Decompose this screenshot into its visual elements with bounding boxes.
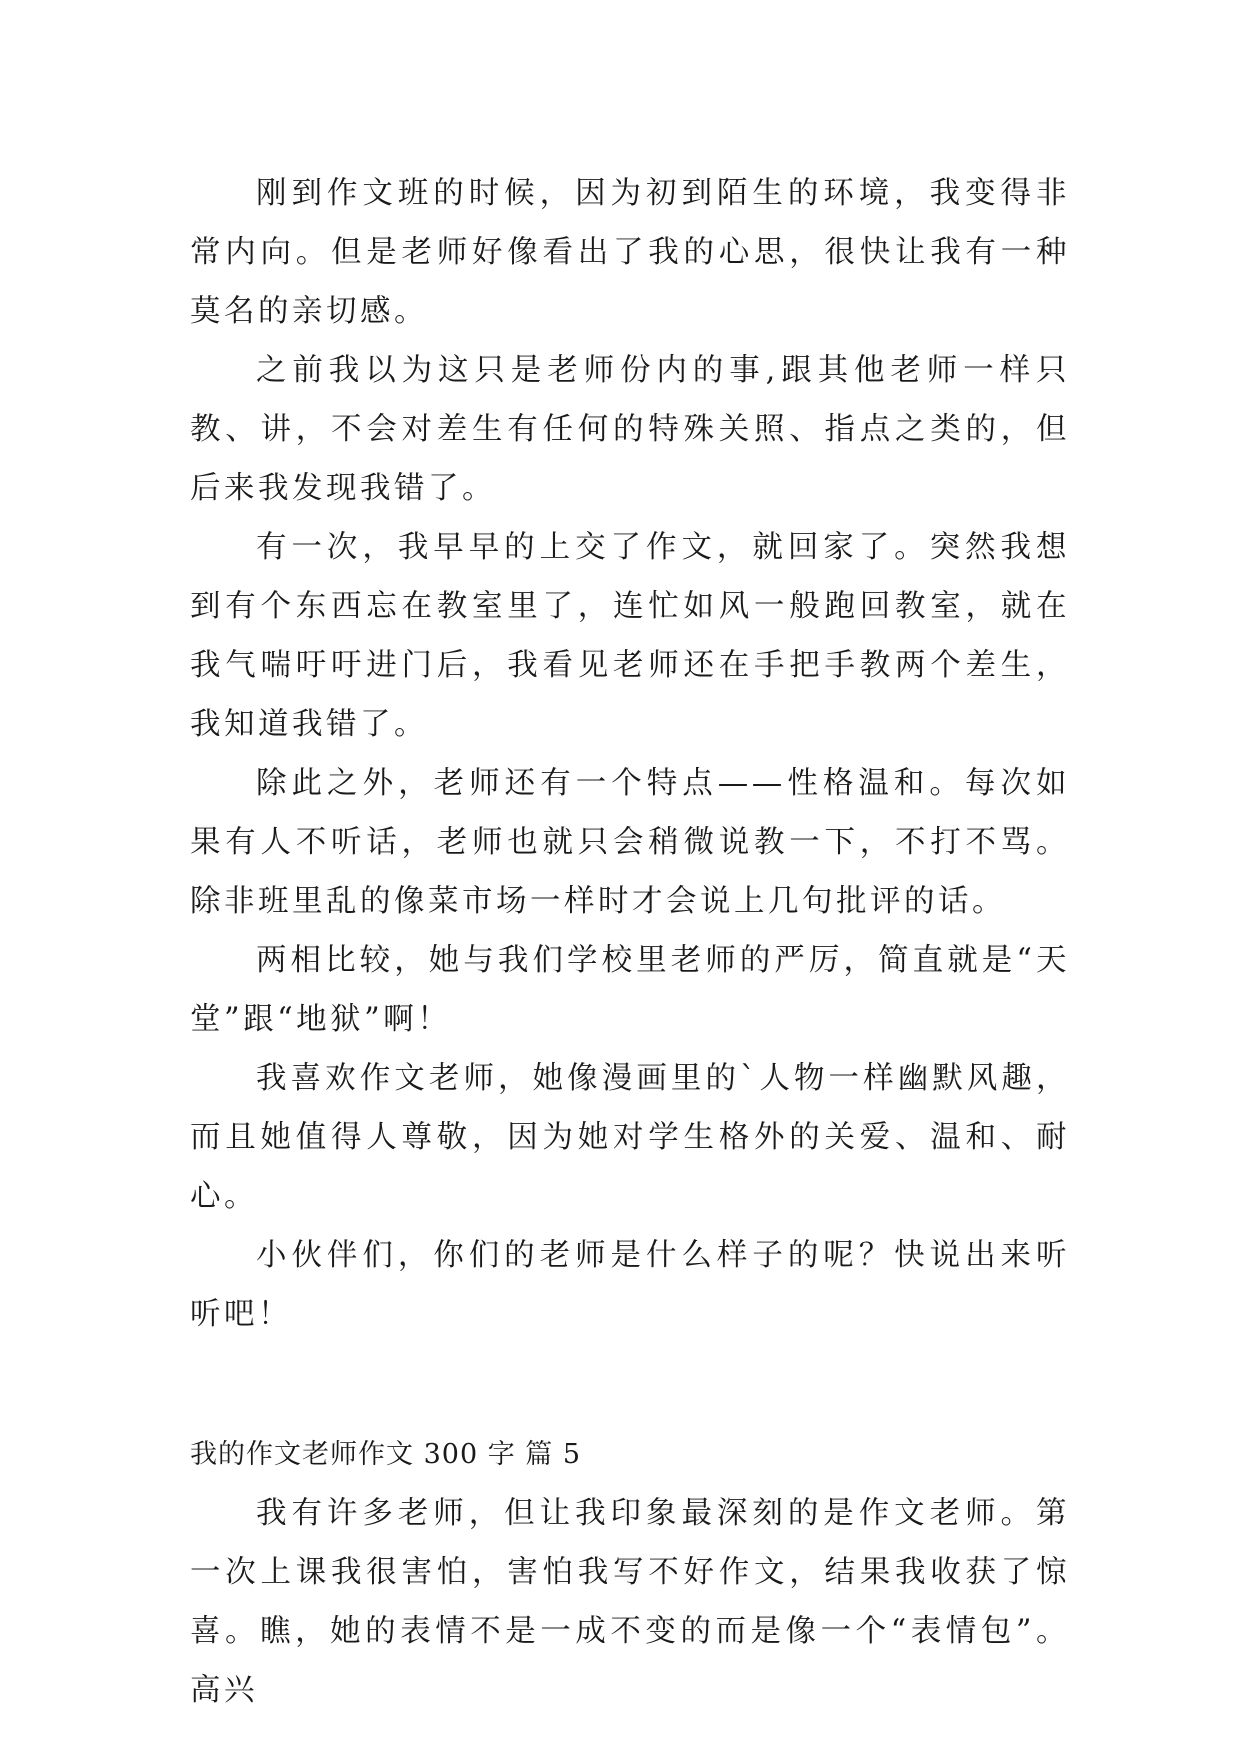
paragraph: 刚到作文班的时候，因为初到陌生的环境，我变得非常内向。但是老师好像看出了我的心思，很快让我有一种莫名的亲切感。 xyxy=(190,176,1070,329)
section-spacer xyxy=(190,1344,1070,1425)
paragraph: 小伙伴们，你们的老师是什么样子的呢？快说出来听听吧！ xyxy=(190,1238,1070,1332)
paragraph: 我喜欢作文老师，她像漫画里的`人物一样幽默风趣，而且她值得人尊敬，因为她对学生格外的关爱、温和、耐心。 xyxy=(190,1061,1070,1214)
section-title: 我的作文老师作文 300 字 篇 5 xyxy=(190,1439,582,1470)
paragraph: 两相比较，她与我们学校里老师的严厉，简直就是“天堂”跟“地狱”啊！ xyxy=(190,943,1070,1037)
document-body xyxy=(190,164,1070,1720)
paragraph: 有一次，我早早的上交了作文，就回家了。突然我想到有个东西忘在教室里了，连忙如风一般跑回教室，就在我气喘吁吁进门后，我看见老师还在手把手教两个差生，我知道我错了。 xyxy=(190,530,1070,742)
paragraph: 除此之外，老师还有一个特点——性格温和。每次如果有人不听话，老师也就只会稍微说教一下，不打不骂。除非班里乱的像菜市场一样时才会说上几句批评的话。 xyxy=(190,766,1070,919)
paragraph: 我有许多老师，但让我印象最深刻的是作文老师。第一次上课我很害怕，害怕我写不好作文，结果我收获了惊喜。瞧，她的表情不是一成不变的而是像一个“表情包”。高兴 xyxy=(190,1496,1070,1708)
paragraph: 之前我以为这只是老师份内的事,跟其他老师一样只教、讲，不会对差生有任何的特殊关照、指点之类的，但后来我发现我错了。 xyxy=(190,353,1070,506)
